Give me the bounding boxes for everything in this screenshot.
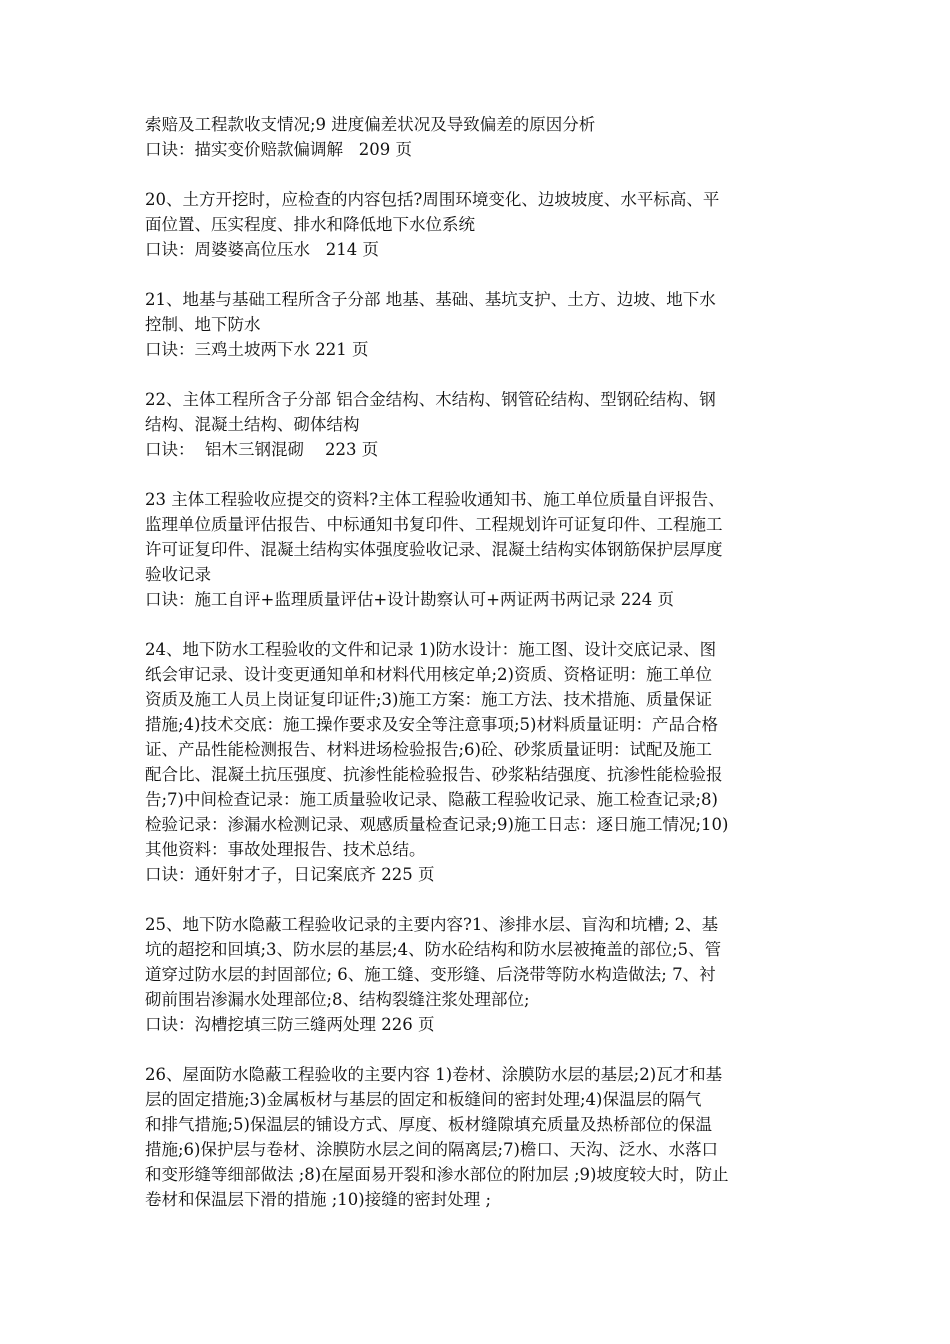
document-page <box>145 112 809 1237</box>
paragraph-block <box>145 287 809 362</box>
text-line: 验收记录 <box>145 565 211 584</box>
mnemonic-line: 口诀：沟槽挖填三防三缝两处理 226 页 <box>145 1015 435 1034</box>
text-line: 24、地下防水工程验收的文件和记录 1)防水设计：施工图、设计交底记录、图 <box>145 640 717 659</box>
text-line: 许可证复印件、混凝土结构实体强度验收记录、混凝土结构实体钢筋保护层厚度 <box>145 540 723 559</box>
mnemonic-line: 口诀：描实变价赔款偏调解 209 页 <box>145 140 412 159</box>
text-line: 和变形缝等细部做法 ;8)在屋面易开裂和渗水部位的附加层 ;9)坡度较大时，防止 <box>145 1165 729 1184</box>
paragraph-block <box>145 187 809 262</box>
text-line: 23 主体工程验收应提交的资料?主体工程验收通知书、施工单位质量自评报告、 <box>145 490 725 509</box>
text-line: 证、产品性能检测报告、材料进场检验报告;6)砼、砂浆质量证明：试配及施工 <box>145 740 712 759</box>
mnemonic-line: 口诀：施工自评+监理质量评估+设计勘察认可+两证两书两记录 224 页 <box>145 590 674 609</box>
mnemonic-line: 口诀：三鸡土坡两下水 221 页 <box>145 340 369 359</box>
paragraph-block <box>145 387 809 462</box>
text-line: 21、地基与基础工程所含子分部 地基、基础、基坑支护、土方、边坡、地下水 <box>145 290 716 309</box>
mnemonic-line: 口诀： 铝木三钢混砌 223 页 <box>145 440 379 459</box>
mnemonic-line: 口诀：周婆婆高位压水 214 页 <box>145 240 379 259</box>
text-line: 和排气措施;5)保温层的铺设方式、厚度、板材缝隙填充质量及热桥部位的保温 <box>145 1115 712 1134</box>
text-line: 面位置、压实程度、排水和降低地下水位系统 <box>145 215 475 234</box>
paragraph-block <box>145 112 809 162</box>
text-line: 配合比、混凝土抗压强度、抗渗性能检验报告、砂浆粘结强度、抗渗性能检验报 <box>145 765 723 784</box>
paragraph-block <box>145 1062 809 1212</box>
mnemonic-line: 口诀：通奸射才子，日记案底齐 225 页 <box>145 865 435 884</box>
text-line: 检验记录：渗漏水检测记录、观感质量检查记录;9)施工日志：逐日施工情况;10) <box>145 815 729 834</box>
text-line: 卷材和保温层下滑的措施 ;10)接缝的密封处理 ; <box>145 1190 492 1209</box>
text-line: 措施;6)保护层与卷材、涂膜防水层之间的隔离层;7)檐口、天沟、泛水、水落口 <box>145 1140 718 1159</box>
text-line: 索赔及工程款收支情况;9 进度偏差状况及导致偏差的原因分析 <box>145 115 596 134</box>
text-line: 监理单位质量评估报告、中标通知书复印件、工程规划许可证复印件、工程施工 <box>145 515 723 534</box>
text-line: 20、土方开挖时，应检查的内容包括?周围环境变化、边坡坡度、水平标高、平 <box>145 190 720 209</box>
text-line: 25、地下防水隐蔽工程验收记录的主要内容?1、渗排水层、盲沟和坑槽; 2、基 <box>145 915 719 934</box>
text-line: 其他资料：事故处理报告、技术总结。 <box>145 840 426 859</box>
text-line: 措施;4)技术交底：施工操作要求及安全等注意事项;5)材料质量证明：产品合格 <box>145 715 718 734</box>
text-line: 资质及施工人员上岗证复印证件;3)施工方案：施工方法、技术措施、质量保证 <box>145 690 712 709</box>
text-line: 道穿过防水层的封固部位; 6、施工缝、变形缝、后浇带等防水构造做法; 7、衬 <box>145 965 716 984</box>
text-line: 22、主体工程所含子分部 铝合金结构、木结构、钢管砼结构、型钢砼结构、钢 <box>145 390 716 409</box>
text-line: 告;7)中间检查记录：施工质量验收记录、隐蔽工程验收记录、施工检查记录;8) <box>145 790 718 809</box>
text-line: 层的固定措施;3)金属板材与基层的固定和板缝间的密封处理;4)保温层的隔气 <box>145 1090 702 1109</box>
text-line: 砌前围岩渗漏水处理部位;8、结构裂缝注浆处理部位; <box>145 990 530 1009</box>
text-line: 26、屋面防水隐蔽工程验收的主要内容 1)卷材、涂膜防水层的基层;2)瓦才和基 <box>145 1065 723 1084</box>
paragraph-block <box>145 487 809 612</box>
text-line: 纸会审记录、设计变更通知单和材料代用核定单;2)资质、资格证明：施工单位 <box>145 665 712 684</box>
text-line: 坑的超挖和回填;3、防水层的基层;4、防水砼结构和防水层被掩盖的部位;5、管 <box>145 940 722 959</box>
paragraph-block <box>145 637 809 887</box>
text-line: 结构、混凝土结构、砌体结构 <box>145 415 360 434</box>
text-line: 控制、地下防水 <box>145 315 261 334</box>
paragraph-block <box>145 912 809 1037</box>
